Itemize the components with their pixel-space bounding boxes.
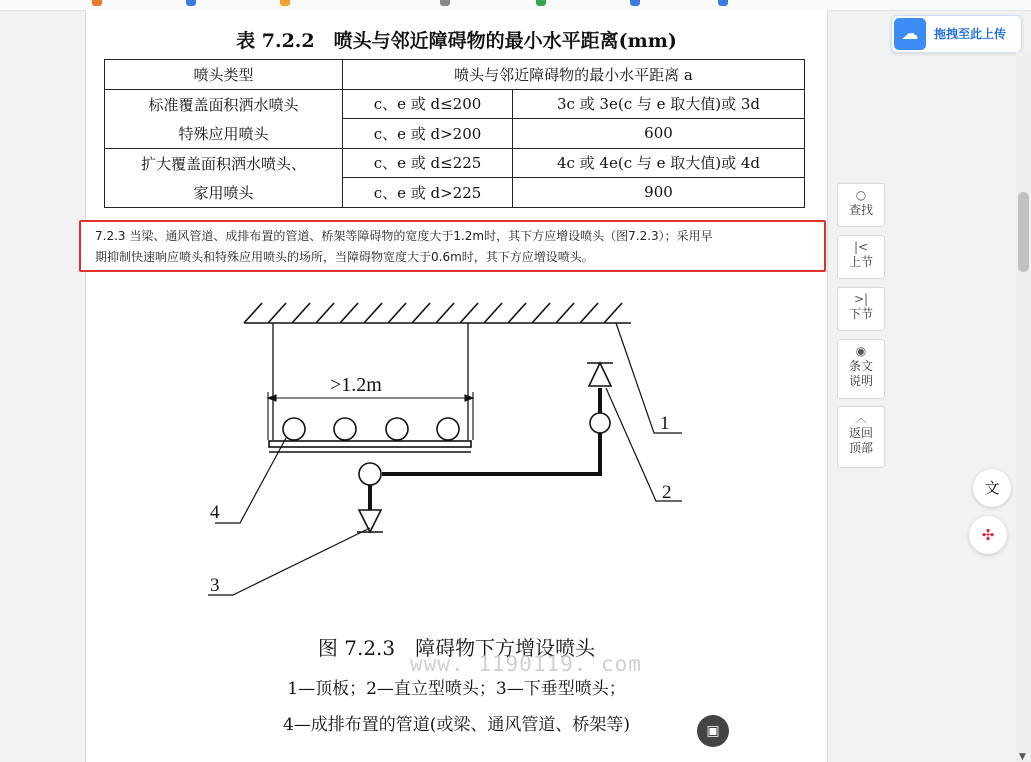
cell-value: 4c 或 4e(c 与 e 取大值)或 4d [513,148,805,178]
table-title: 表 7.2.2 喷头与邻近障碍物的最小水平距离(mm) [236,30,677,52]
cell-value: 600 [513,119,805,149]
cell-value: 3c 或 3e(c 与 e 取大值)或 3d [513,89,805,119]
image-capture-icon[interactable]: ▣ [697,715,729,747]
dimension-label: >1.2m [330,374,382,396]
table-row [105,119,805,149]
bookmark-icon[interactable] [718,0,728,6]
top-label: 返回顶部 [848,426,873,455]
bookmark-icon[interactable] [92,0,102,6]
prev-icon: |< [853,240,869,254]
explain-label: 条文说明 [848,359,873,388]
figure-legend-line1: 1—顶板；2—直立型喷头；3—下垂型喷头； [287,679,626,699]
cloud-icon: ☁ [894,18,926,50]
watermark: www. 1190119. com [410,652,642,676]
pipe-row [269,418,471,452]
highlighted-clause [79,220,826,272]
cell-condition: c、e 或 d≤200 [343,89,513,119]
cell-condition: c、e 或 d≤225 [343,148,513,178]
callout-label-2: 2 [662,482,672,503]
document-page [85,10,828,762]
scrollbar[interactable] [1016,52,1031,762]
bookmark-icon[interactable] [630,0,640,6]
scroll-down-icon[interactable]: ▼ [1019,752,1026,762]
eye-icon: ◉ [855,344,867,358]
explanation-button[interactable] [837,339,885,399]
table-row [105,148,805,178]
supply-pipe [370,388,600,512]
bookmark-icon[interactable] [186,0,196,6]
prev-section-button[interactable] [837,235,885,279]
scrollbar-thumb[interactable] [1018,192,1029,272]
callout-label-4: 4 [210,502,220,523]
callout-label-3: 3 [210,575,220,596]
cell-type: 标准覆盖面积洒水喷头 [105,89,343,119]
spec-table [104,59,805,208]
clause-line2: 期抑制快速响应喷头和特殊应用喷头的场所，当障碍物宽度大于0.6m时，其下方应增设喷头。 [95,250,594,264]
upload-label: 拖拽至此上传 [934,27,1007,41]
next-section-button[interactable] [837,287,885,331]
arrow-up-icon: ︿ [854,411,867,425]
find-button[interactable] [837,183,885,227]
clause-line1: 7.2.3 当梁、通风管道、成排布置的管道、桥架等障碍物的宽度大于1.2m时，其下方应增设喷头（图7.2.3）；采用早 [95,229,713,243]
cell-type: 特殊应用喷头 [105,119,343,149]
bookmark-icon[interactable] [440,0,450,6]
next-icon: >| [853,292,869,306]
drag-upload-button[interactable] [891,15,1022,53]
find-label: 查找 [848,203,873,217]
figure-caption: 图 7.2.3 障碍物下方增设喷头 [317,636,596,660]
figure-legend-line2: 4—成排布置的管道(或梁、通风管道、桥架等) [282,715,631,735]
next-label: 下节 [848,307,873,321]
table-header-row [105,60,805,90]
ceiling-slab [244,303,631,323]
bookmark-icon[interactable] [280,0,290,6]
cell-condition: c、e 或 d>225 [343,178,513,208]
cell-type: 扩大覆盖面积洒水喷头、 [105,148,343,178]
header-cell-distance: 喷头与邻近障碍物的最小水平距离 a [343,60,805,90]
callout-label-1: 1 [660,413,670,434]
table-row [105,178,805,208]
translate-icon[interactable]: 文 [973,469,1011,507]
bookmark-icon[interactable] [536,0,546,6]
search-icon: ○ [855,188,867,202]
cell-condition: c、e 或 d>200 [343,119,513,149]
cell-value: 900 [513,178,805,208]
ai-assistant-icon[interactable]: ✣ [969,516,1007,554]
prev-label: 上节 [848,255,873,269]
table-row [105,89,805,119]
cell-type: 家用喷头 [105,178,343,208]
figure-diagram [86,290,827,630]
back-to-top-button[interactable] [837,406,885,468]
header-cell-type: 喷头类型 [105,60,343,90]
